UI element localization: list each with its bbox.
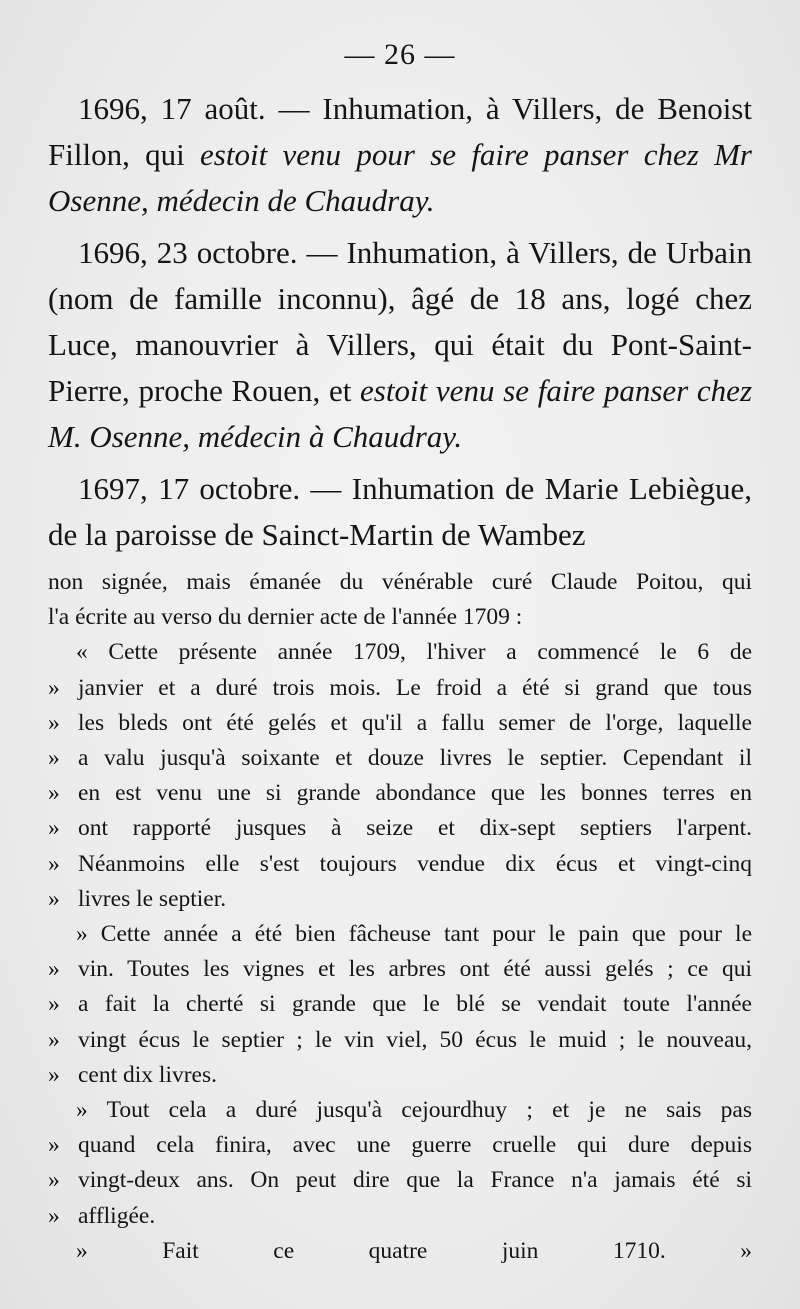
quote-line: [48, 987, 752, 1022]
quote-line-text: les bleds ont été gelés et qu'il a fallu semer de l'orge, laquelle: [78, 709, 752, 736]
footnote-block: [48, 565, 752, 1269]
quote-line-text: a fait la cherté si grande que le blé se vendait toute l'année: [78, 991, 752, 1018]
quote-line: [48, 1023, 752, 1058]
entry-1696-august-italic: estoit venu pour se faire panser chez Mr Osenne, médecin de Chaudray.: [48, 137, 752, 218]
quote-mark: »: [48, 956, 60, 983]
quote-mark: »: [48, 745, 60, 772]
quote-mark: »: [48, 815, 60, 842]
quote-line-text: vin. Toutes les vignes et les arbres ont été aussi gelés ; ce qui: [78, 956, 752, 983]
quote-mark: »: [48, 674, 60, 701]
quote-line: [48, 882, 752, 917]
footnote-intro-line-1: non signée, mais émanée du vénérable curé Claude Poitou, qui: [48, 569, 752, 595]
entry-1696-august-text: 1696, 17 août. — Inhumation, à Villers, de Benoist Fillon, qui: [48, 91, 752, 172]
quote-line: [48, 671, 752, 706]
quote-para-3-start: [48, 1093, 752, 1128]
entry-1696-october-italic: estoit venu se faire panser chez M. Osenne, médecin à Chaudray.: [48, 373, 753, 454]
quote-mark: »: [48, 1132, 60, 1159]
quote-mark: »: [48, 780, 60, 807]
quote-mark: »: [48, 1202, 60, 1229]
quote-mark: »: [48, 991, 60, 1018]
entry-1696-october-text: 1696, 23 octobre. — Inhumation, à Villers, de Urbain (nom de famille inconnu), âgé de 18 ans, logé chez Luce, manouvrier à Villers, qui était du Pont-Saint-Pierre, proche Rouen, et: [48, 235, 752, 408]
quote-closing-text: » Fait ce quatre juin 1710. »: [76, 1237, 752, 1264]
quote-line-text: cent dix livres.: [78, 1061, 218, 1088]
quote-line-text: janvier et a duré trois mois. Le froid a été si grand que tous: [78, 674, 752, 701]
quote-line: [48, 1163, 752, 1198]
quote-line-text: ont rapporté jusques à seize et dix-sept septiers l'arpent.: [78, 815, 752, 842]
quote-line: [48, 1128, 752, 1163]
quote-line-text: en est venu une si grande abondance que les bonnes terres en: [78, 780, 752, 807]
quote-line-text: vingt-deux ans. On peut dire que la France n'a jamais été si: [78, 1167, 752, 1194]
entry-1697-october-text: 1697, 17 octobre. — Inhumation de Marie Lebiègue, de la paroisse de Sainct-Martin de Wambez: [48, 471, 752, 552]
quote-line-text: livres le septier.: [78, 885, 227, 912]
entry-1697-october: [48, 466, 752, 558]
quote-line: [48, 847, 752, 882]
quote-mark: »: [48, 1026, 60, 1053]
quote-para-2-start: [48, 917, 752, 952]
quote-line: [48, 952, 752, 987]
quote-line: [48, 1199, 752, 1234]
quote-line-text: Néanmoins elle s'est toujours vendue dix écus et vingt-cinq: [78, 850, 752, 877]
quote-line: [48, 776, 752, 811]
quote-line-text: a valu jusqu'à soixante et douze livres le septier. Cependant il: [78, 745, 752, 772]
quote-mark: »: [48, 709, 60, 736]
quote-para-3-first-line: » Tout cela a duré jusqu'à cejourdhuy ; et je ne sais pas: [76, 1097, 752, 1124]
footnote-intro-line-2: l'a écrite au verso du dernier acte de l'année 1709 :: [48, 604, 523, 631]
quote-para-1-first-line: « Cette présente année 1709, l'hiver a commencé le 6 de: [76, 639, 752, 666]
register-entries: [48, 86, 752, 564]
quote-mark: »: [48, 850, 60, 877]
quote-closing: [48, 1234, 752, 1269]
quote-mark: »: [48, 1167, 60, 1194]
page-number: — 26 —: [344, 38, 456, 71]
quote-mark: »: [48, 1061, 60, 1088]
entry-1696-october: [48, 230, 752, 460]
quote-para-1-start: [48, 635, 752, 670]
quote-line-text: quand cela finira, avec une guerre cruelle qui dure depuis: [78, 1132, 752, 1159]
quote-line-text: vingt écus le septier ; le vin viel, 50 écus le muid ; le nouveau,: [78, 1026, 752, 1053]
quote-mark: »: [48, 885, 60, 912]
quote-line: [48, 741, 752, 776]
quote-para-2-first-line: » Cette année a été bien fâcheuse tant pour le pain que pour le: [76, 921, 752, 948]
entry-1696-august: [48, 86, 752, 224]
quote-line: [48, 706, 752, 741]
quote-line: [48, 1058, 752, 1093]
quote-line: [48, 811, 752, 846]
quote-line-text: affligée.: [78, 1202, 156, 1229]
